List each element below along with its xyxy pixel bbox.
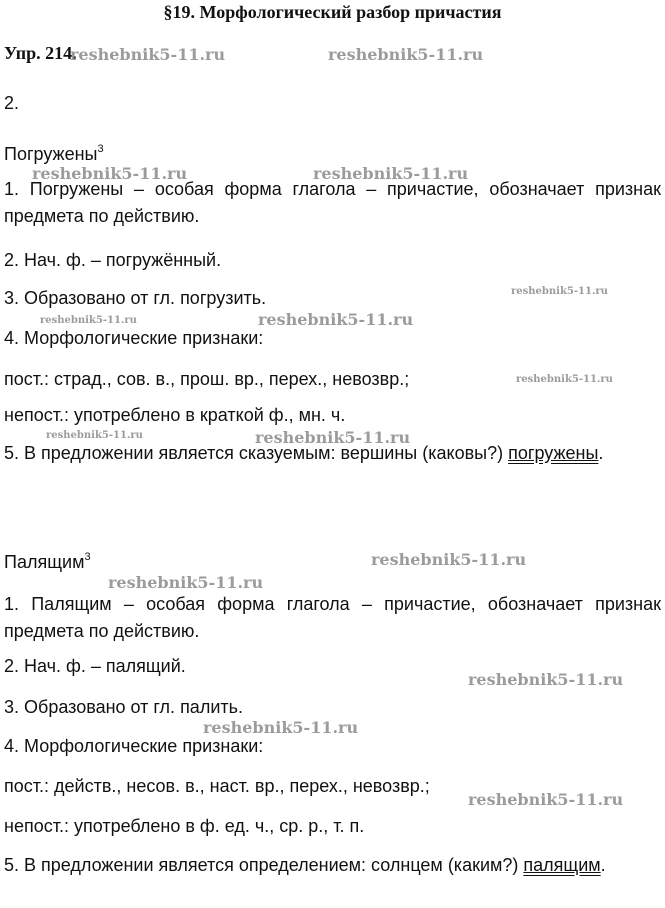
word-1-footnote: 3 [97,143,104,155]
word-1-text: Погружены [4,144,98,164]
word-2-item-4: 4. Морфологические признаки: [4,736,264,756]
word-2-item-3: 3. Образовано от гл. палить. [4,697,244,717]
watermark: reshebnik5-11.ru [468,670,624,689]
word-2-item-4-permanent: пост.: действ., несов. в., наст. вр., перех., невозвр.; [4,776,430,796]
watermark: reshebnik5-11.ru [468,790,624,809]
word-heading-2 [4,551,91,573]
section-title: §19. Морфологический разбор причастия [163,2,502,22]
word-2-item-5-text: 5. В предложении является определением: солнцем (каким?) [4,855,524,875]
word-2-footnote: 3 [84,551,91,563]
word-2-item-5-end: . [600,855,606,875]
word-2-item-1: 1. Палящим – особая форма глагола – причастие, обозначает признак предмета по действию. [4,594,661,641]
word-1-item-2: 2. Нач. ф. – погружённый. [4,250,222,270]
word-1-item-5-text: 5. В предложении является сказуемым: вершины (каковы?) [4,443,509,463]
watermark: reshebnik5-11.ru [255,428,411,447]
watermark: reshebnik5-11.ru [46,430,143,441]
word-2-item-4-nonpermanent: непост.: употреблено в ф. ед. ч., ср. р., т. п. [4,816,365,836]
watermark: reshebnik5-11.ru [40,315,137,326]
word-1-item-4-nonpermanent: непост.: употреблено в краткой ф., мн. ч. [4,405,346,425]
word-heading-1 [4,143,104,165]
watermark: reshebnik5-11.ru [328,45,484,64]
word-1-item-5-end: . [598,443,604,463]
watermark: reshebnik5-11.ru [313,164,469,183]
watermark: reshebnik5-11.ru [258,310,414,329]
watermark: reshebnik5-11.ru [516,374,613,385]
watermark: reshebnik5-11.ru [371,550,527,569]
watermark: reshebnik5-11.ru [32,164,188,183]
watermark: reshebnik5-11.ru [511,286,608,297]
word-2-item-2: 2. Нач. ф. – палящий. [4,656,186,676]
watermark: reshebnik5-11.ru [70,45,226,64]
watermark: reshebnik5-11.ru [203,718,359,737]
word-2-item-5 [4,855,606,876]
word-1-item-5-underlined: погружены [508,443,599,463]
word-1-item-4-permanent: пост.: страд., сов. в., прош. вр., перех., невозвр.; [4,369,410,389]
exercise-label: Упр. 214. [4,43,77,63]
word-2-item-5-underlined: палящим [523,855,601,875]
word-2-text: Палящим [4,552,85,572]
word-1-item-1: 1. Погружены – особая форма глагола – причастие, обозначает признак предмета по действию. [4,179,661,226]
watermark: reshebnik5-11.ru [108,573,264,592]
word-1-item-4: 4. Морфологические признаки: [4,328,264,348]
task-number: 2. [4,93,20,113]
word-1-item-3: 3. Образовано от гл. погрузить. [4,288,267,308]
word-1-item-5 [4,440,661,467]
